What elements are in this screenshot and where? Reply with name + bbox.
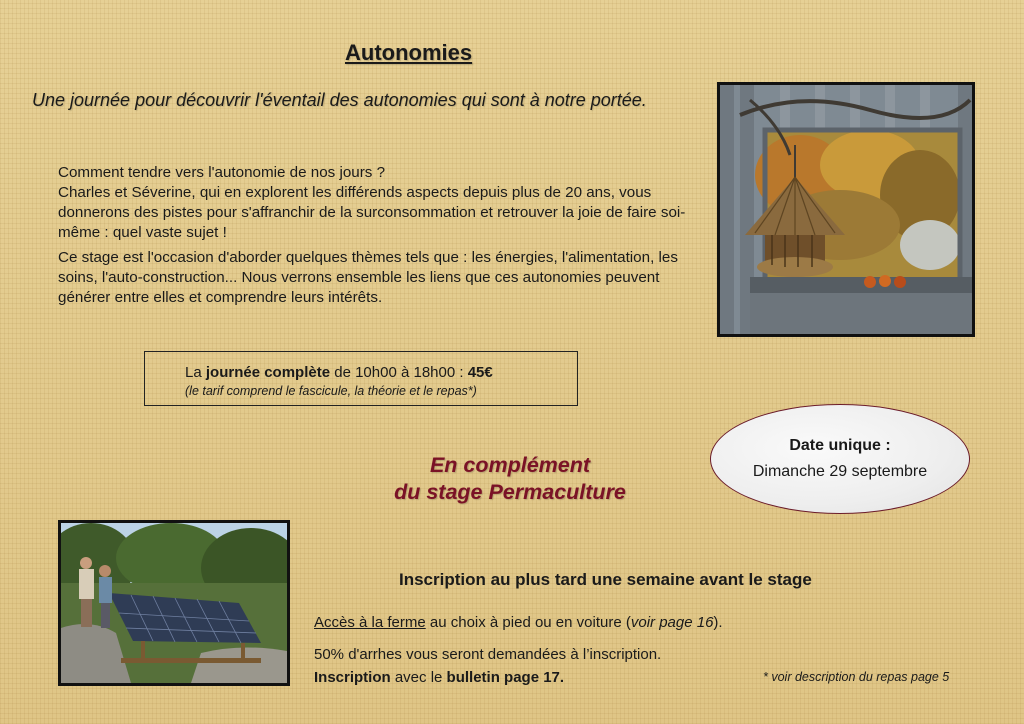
intro-paragraph-1 <box>58 163 708 243</box>
farm-access-text: au choix à pied ou en voiture ( <box>425 614 631 631</box>
price-note: (le tarif comprend le fascicule, la théorie et le repas*) <box>185 384 477 398</box>
price-day-label: journée complète <box>205 364 331 381</box>
intro-paragraph-2: Ce stage est l'occasion d'aborder quelques thèmes tels que : les énergies, l'alimentation, les soins, l'auto-construction... Nous verrons ensemble les liens que ces autonomies peuvent générer entre elles et comprendre leurs intérêts. <box>58 249 678 306</box>
date-value: Dimanche 29 septembre <box>752 463 928 480</box>
bulletin-mid-text: avec le <box>390 669 447 686</box>
date-badge <box>710 404 970 514</box>
bird-feeder-image <box>720 85 972 334</box>
solar-panel-photo <box>58 520 290 686</box>
price-box <box>144 351 578 406</box>
farm-access-page-ref: voir page 16 <box>630 614 714 631</box>
complement-line-1: En complément <box>429 453 591 477</box>
bulletin-page-ref: bulletin page 17. <box>446 669 565 686</box>
farm-access-line <box>314 614 723 631</box>
price-line <box>185 364 577 381</box>
date-label: Date unique : <box>789 437 891 454</box>
farm-access-link[interactable]: Accès à la ferme <box>314 614 426 631</box>
bulletin-line <box>314 669 564 686</box>
meal-footnote: * voir description du repas page 5 <box>763 670 950 684</box>
bulletin-inscription-label: Inscription <box>314 669 391 686</box>
solar-panel-image <box>61 523 287 683</box>
intro-question: Comment tendre vers l'autonomie de nos jours ? <box>58 164 386 181</box>
price-prefix: La <box>185 364 206 381</box>
complement-line-2: du stage Permaculture <box>394 480 626 504</box>
farm-access-end: ). <box>713 614 723 631</box>
deposit-info: 50% d'arrhes vous seront demandées à l’inscription. <box>314 646 662 663</box>
page-title: Autonomies <box>345 40 473 65</box>
complement-heading <box>360 452 660 506</box>
inscription-deadline: Inscription au plus tard une semaine avant le stage <box>399 570 812 589</box>
intro-presenters: Charles et Séverine, qui en explorent les différends aspects depuis plus de 20 ans, vous donnerons des pistes pour s'affranchir de la surconsommation et retrouver la joie de faire soi-même : quel vaste sujet ! <box>58 184 686 241</box>
page-subtitle: Une journée pour découvrir l'éventail des autonomies qui sont à notre portée. <box>32 90 647 110</box>
bird-feeder-photo <box>717 82 975 337</box>
price-hours: de 10h00 à 18h00 : <box>330 364 468 381</box>
price-amount: 45€ <box>467 364 493 381</box>
